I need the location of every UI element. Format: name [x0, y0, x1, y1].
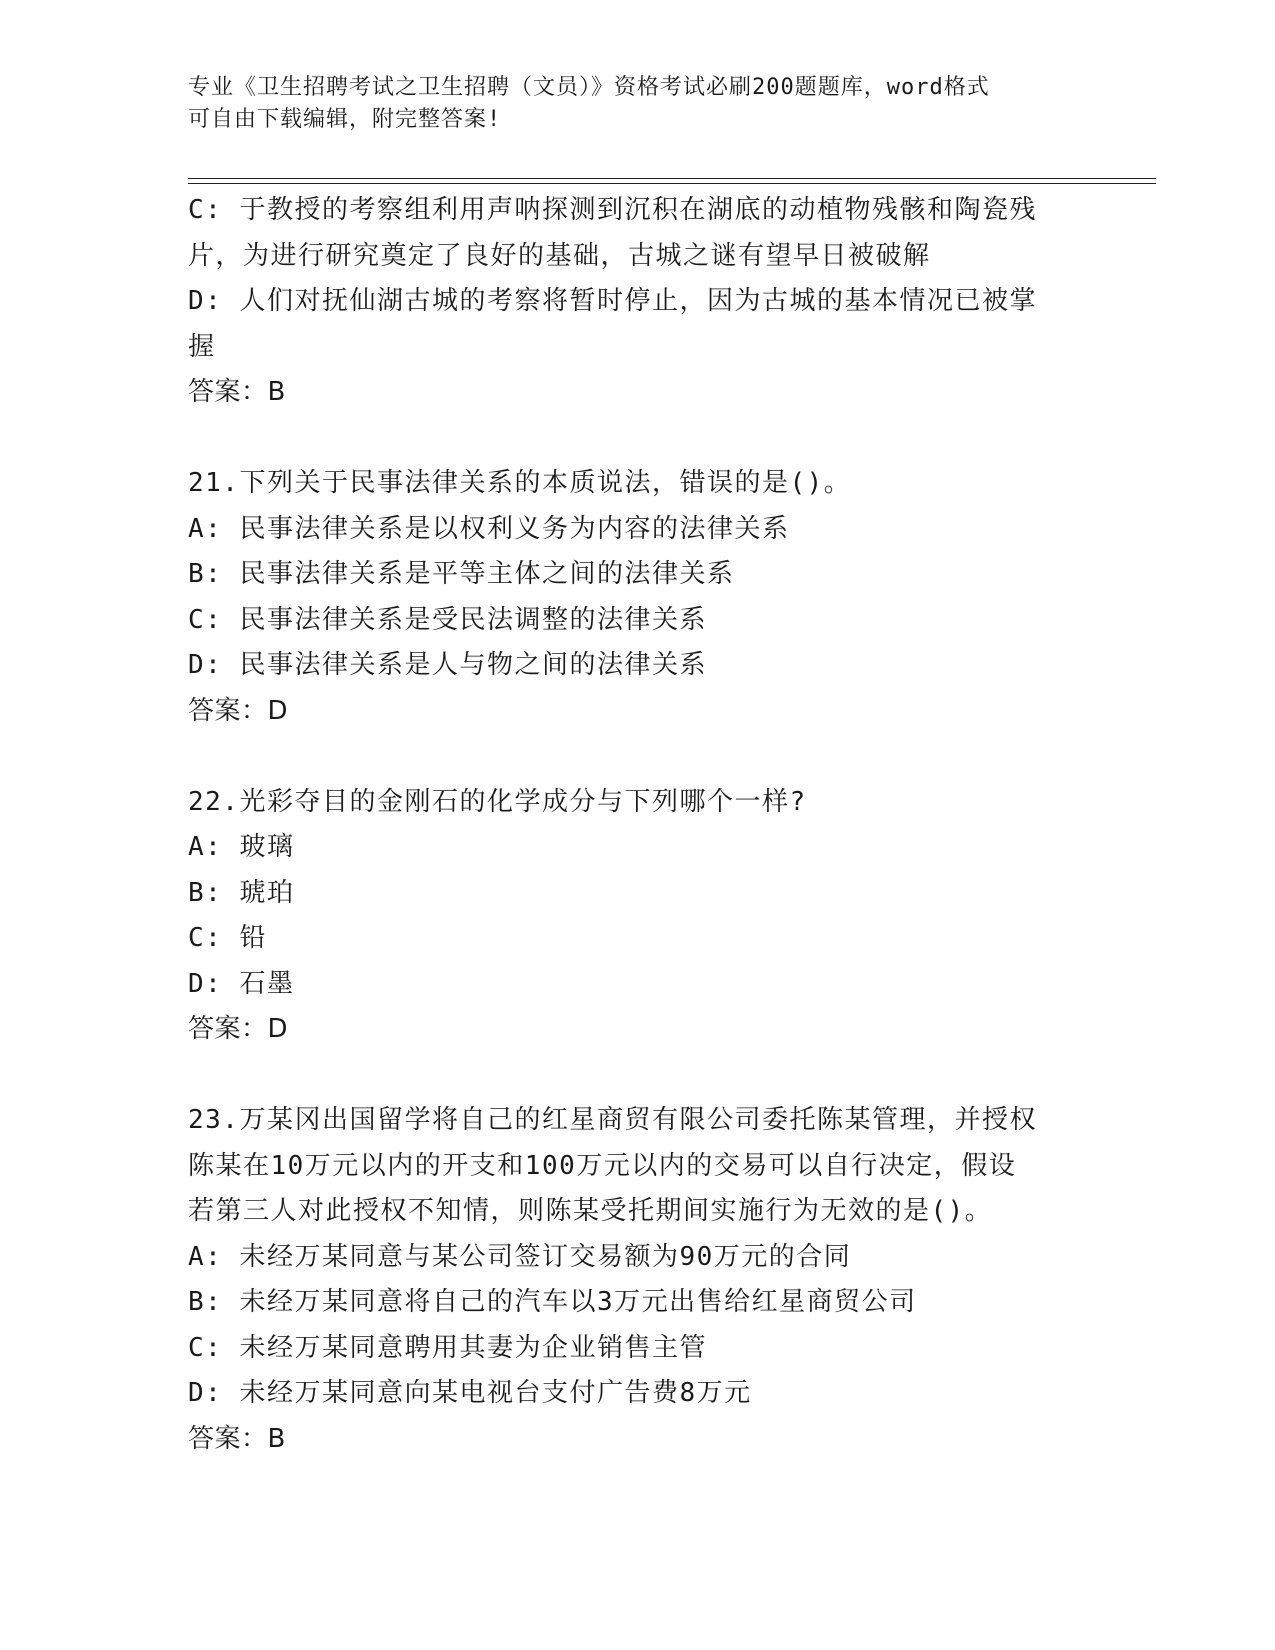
- option-a: A: 玻璃: [188, 832, 295, 862]
- header-divider-top: [188, 178, 1156, 179]
- option-b: B: 未经万某同意将自己的汽车以3万元出售给红星商贸公司: [188, 1287, 917, 1317]
- question-23: [188, 1098, 1088, 1462]
- answer: 答案：D: [188, 695, 289, 726]
- option-d: D: 石墨: [188, 968, 295, 999]
- question-text-line-3: 若第三人对此授权不知情，则陈某受托期间实施行为无效的是()。: [188, 1196, 993, 1226]
- spacer: [188, 416, 1088, 462]
- question-text: 21.下列关于民事法律关系的本质说法，错误的是()。: [188, 468, 852, 498]
- document-header: [188, 72, 1088, 136]
- option-d: D: 未经万某同意向某电视台支付广告费8万元: [188, 1378, 752, 1408]
- option-c: C: 民事法律关系是受民法调整的法律关系: [188, 604, 707, 635]
- answer: 答案：B: [188, 377, 286, 407]
- option-d-line-1: D: 人们对抚仙湖古城的考察将暂时停止，因为古城的基本情况已被掌: [188, 286, 1037, 316]
- answer: 答案：B: [188, 1423, 286, 1454]
- header-line-2: 可自由下载编辑，附完整答案!: [188, 107, 502, 132]
- option-a: A: 民事法律关系是以权利义务为内容的法律关系: [188, 513, 790, 544]
- option-c-line-2: 片，为进行研究奠定了良好的基础，古城之谜有望早日被破解: [188, 240, 931, 271]
- option-c: C: 铅: [188, 923, 267, 953]
- option-b: B: 民事法律关系是平等主体之间的法律关系: [188, 559, 735, 589]
- option-c-line-1: C: 于教授的考察组利用声呐探测到沉积在湖底的动植物残骸和陶瓷残: [188, 195, 1037, 225]
- question-21: [188, 461, 1088, 734]
- header-line-1: 专业《卫生招聘考试之卫生招聘（文员）》资格考试必刷200题题库，word格式: [188, 75, 990, 100]
- option-d: D: 民事法律关系是人与物之间的法律关系: [188, 650, 707, 680]
- question-22: [188, 780, 1088, 1053]
- option-c: C: 未经万某同意聘用其妻为企业销售主管: [188, 1332, 707, 1363]
- option-b: B: 琥珀: [188, 877, 295, 908]
- question-text: 22.光彩夺目的金刚石的化学成分与下列哪个一样?: [188, 786, 807, 817]
- spacer: [188, 1053, 1088, 1099]
- spacer: [188, 734, 1088, 780]
- option-d-line-2: 握: [188, 331, 216, 362]
- question-text-line-1: 23.万某冈出国留学将自己的红星商贸有限公司委托陈某管理，并授权: [188, 1105, 1037, 1135]
- answer: 答案：D: [188, 1014, 289, 1044]
- question-text-line-2: 陈某在10万元以内的开支和100万元以内的交易可以自行决定，假设: [188, 1150, 1017, 1181]
- option-a: A: 未经万某同意与某公司签订交易额为90万元的合同: [188, 1241, 852, 1272]
- previous-question-tail: [188, 188, 1088, 416]
- header-divider-bottom: [188, 183, 1156, 184]
- document-body: [188, 188, 1088, 1462]
